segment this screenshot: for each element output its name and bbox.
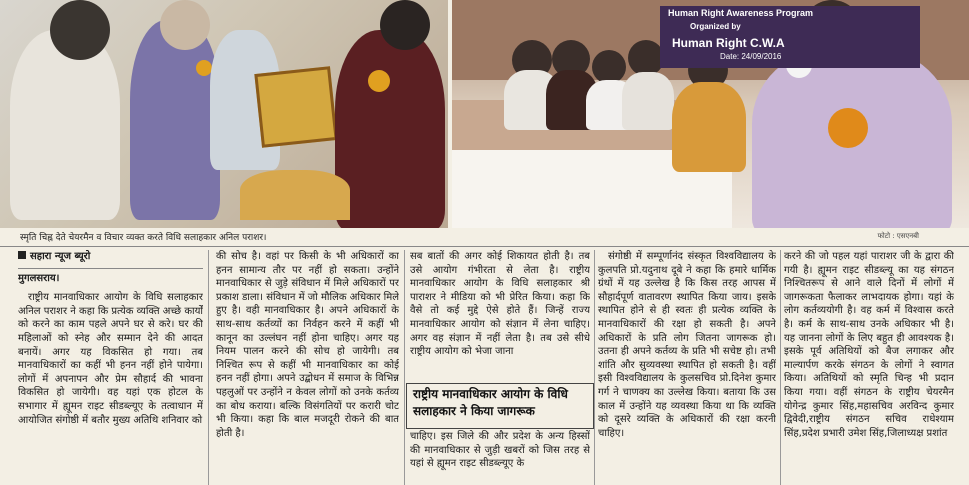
- column-divider: [594, 250, 595, 485]
- article-paragraph: करने की जो पहल यहां पाराशर जी के द्वारा की गयी है। ह्यूमन राइट सीडब्ल्यू का यह संगठन निश्चितरूप से आने वाले दिनों में लोगों में जागरूकता फैलाकर लाभदायक होगा। यहां के लोग कर्तव्ययोगी है। वह कर्म में विश्वास करते है। कर्म के साथ-साथ उनके अधिकार भी है। यह जानना लोगों के लिए बहुत ही आवश्यक है। इसके पूर्व अतिथियों को बैज लगाकर और माल्यार्पण करके संगठन के लोगों ने स्वागत किया। अतिथियों को स्मृति चिन्ह भी प्रदान किया गया। वहीं संगठन के राष्ट्रीय चेयरमैन योगेन्द्र कुमार सिंह,महासचिव अरविन्द कुमार द्विवेदी,राष्ट्रीय संगठन सचिव राधेश्याम सिंह,प्रदेश प्रभारी उमेश सिंह,जिलाध्यक्ष प्रशांत: [784, 251, 954, 439]
- article-paragraph: सब बातों की अगर कोई शिकायत होती है। तब उसे आयोग गंभीरता से लेता है। राष्ट्रीय मानवाधिकार आयोग के विधि सलाहकार श्री पाराशर ने मीडिया को भी प्रेरित किया। कहा कि वैसे तो कई मुद्दे ऐसे होते हैं। जिन्हें राज्य मानवाधिकार आयोग को संज्ञान में लेना चाहिए। अगर वह संज्ञान में नहीं लेता है। तब उसे सीधे राष्ट्रीय आयोग को भेजा जाना: [410, 251, 590, 358]
- sub-headline-box: [406, 383, 594, 429]
- article-paragraph: राष्ट्रीय मानवाधिकार आयोग के विधि सलाहकार अनिल पराशर ने कहा कि प्रत्येक व्यक्ति अच्छे कार्यों को करने का काम पहले अपने घर से करे। घर की महिलाओं को स्नेह और सम्मान देने की आदत बनायें। अगर यह विकसित हो गया। तब मानवाधिकारों का कहीं भी हनन नहीं होने पायेगा। लोगों में अपनापन और प्रेम सौहार्द की भावना विकसित हो जायेगी। वह यहां एक होटल के सभागार में ह्यूमन राइट सीडब्ल्यूए के तत्वाधान में आयोजित संगोष्ठी में बतौर मुख्य अतिथि शनिवार को: [18, 292, 203, 426]
- byline-square-icon: [18, 251, 26, 259]
- article-column-2: [216, 250, 399, 485]
- event-photo-left: [0, 0, 448, 230]
- byline: सहारा न्यूज ब्यूरो: [18, 250, 203, 264]
- article-column-5: [784, 250, 954, 485]
- article-paragraph: चाहिए। इस जिले की और प्रदेश के अन्य हिस्सों की मानवाधिकार से जुड़ी खबरों को जिस तरह से यहां से ह्यूमन राइट सीडब्ल्यूए के: [410, 431, 590, 470]
- banner-title: Human Right Awareness Program: [668, 8, 814, 18]
- column-divider: [780, 250, 781, 485]
- event-banner: [660, 6, 920, 68]
- sub-headline: राष्ट्रीय मानवाधिकार आयोग के विधि सलाहकार ने किया जागरूक: [413, 387, 568, 418]
- article-paragraph: की सोच है। वहां पर किसी के भी अधिकारों का हनन सामान्य तौर पर नहीं हो सकता। उन्होंने मानवाधिकार से जुड़े संविधान में मिले अधिकारों पर प्रकाश डाला। संविधान में जो मौलिक अधिकार मिले हुए है। वही मानवाधिकार है। अपने अधिकारों के साथ-साथ कर्तव्यों का निर्वहन करने में कहीं भी कानून का उल्लंघन नहीं होना चाहिए। अगर यह नियम पालन करने की सोच हो जायेगी। तब निश्चित रूप से कहीं भी मानवाधिकार का कोई हनन नहीं होगा। अपने उद्बोधन में समाज के विभिन्न पहलुओं पर उन्होंने न केवल लोगों को उनके कर्तव्य का बोध कराया। बल्कि विसंगतियों पर करारी चोट भी किया। कहा कि बाल मजदूरी रोकने की बात होती है।: [216, 251, 399, 439]
- photo-credit: फोटो : एसएनबी: [877, 232, 919, 240]
- photo-caption: स्मृति चिह्न देते चेयरमैन व विचार व्यक्त करते विधि सलाहकार अनिल पराशर।: [20, 233, 267, 243]
- memento-frame: [254, 66, 337, 148]
- article-column-3: [410, 250, 590, 485]
- article-column-1: [18, 250, 203, 485]
- photo-caption-bar: [0, 228, 969, 247]
- banner-organized-by: Organized by: [690, 22, 741, 31]
- banner-organization: Human Right C.W.A: [672, 36, 785, 50]
- column-divider: [404, 250, 405, 485]
- article-column-4: [598, 250, 776, 485]
- column-divider: [208, 250, 209, 485]
- article-paragraph: संगोष्ठी में सम्पूर्णानंद संस्कृत विश्वविद्यालय के कुलपति प्रो.यदुनाथ दूबे ने कहा कि हमारे धार्मिक ग्रंथों में यह उल्लेख है कि किस तरह आपस में सौहार्दपूर्ण वातावरण स्थापित किया जाय। इसके स्थापित होने से ही स्वतः ही प्रत्येक व्यक्ति के मानवाधिकारों की रक्षा हो सकती है। अपने अधिकारों के प्रति लोग जितना जागरूक हो। उतना ही अपने कर्तव्य के प्रति भी सचेष्ट हो। तभी शांति और सुव्यवस्था स्थापित हो सकती है। वहीं इसी विश्वविद्यालय के कुलसचिव प्रो.दिनेश कुमार गर्ग ने चाणक्य का उल्लेख किया। बताया कि उस काल में उन्होंने यह व्यवस्था किया था कि व्यक्ति को दूसरे व्यक्ति के अधिकारों की रक्षा करनी चाहिए।: [598, 251, 776, 439]
- banner-date: Date: 24/09/2016: [720, 52, 782, 61]
- dateline: मुगलसराय।: [18, 268, 203, 286]
